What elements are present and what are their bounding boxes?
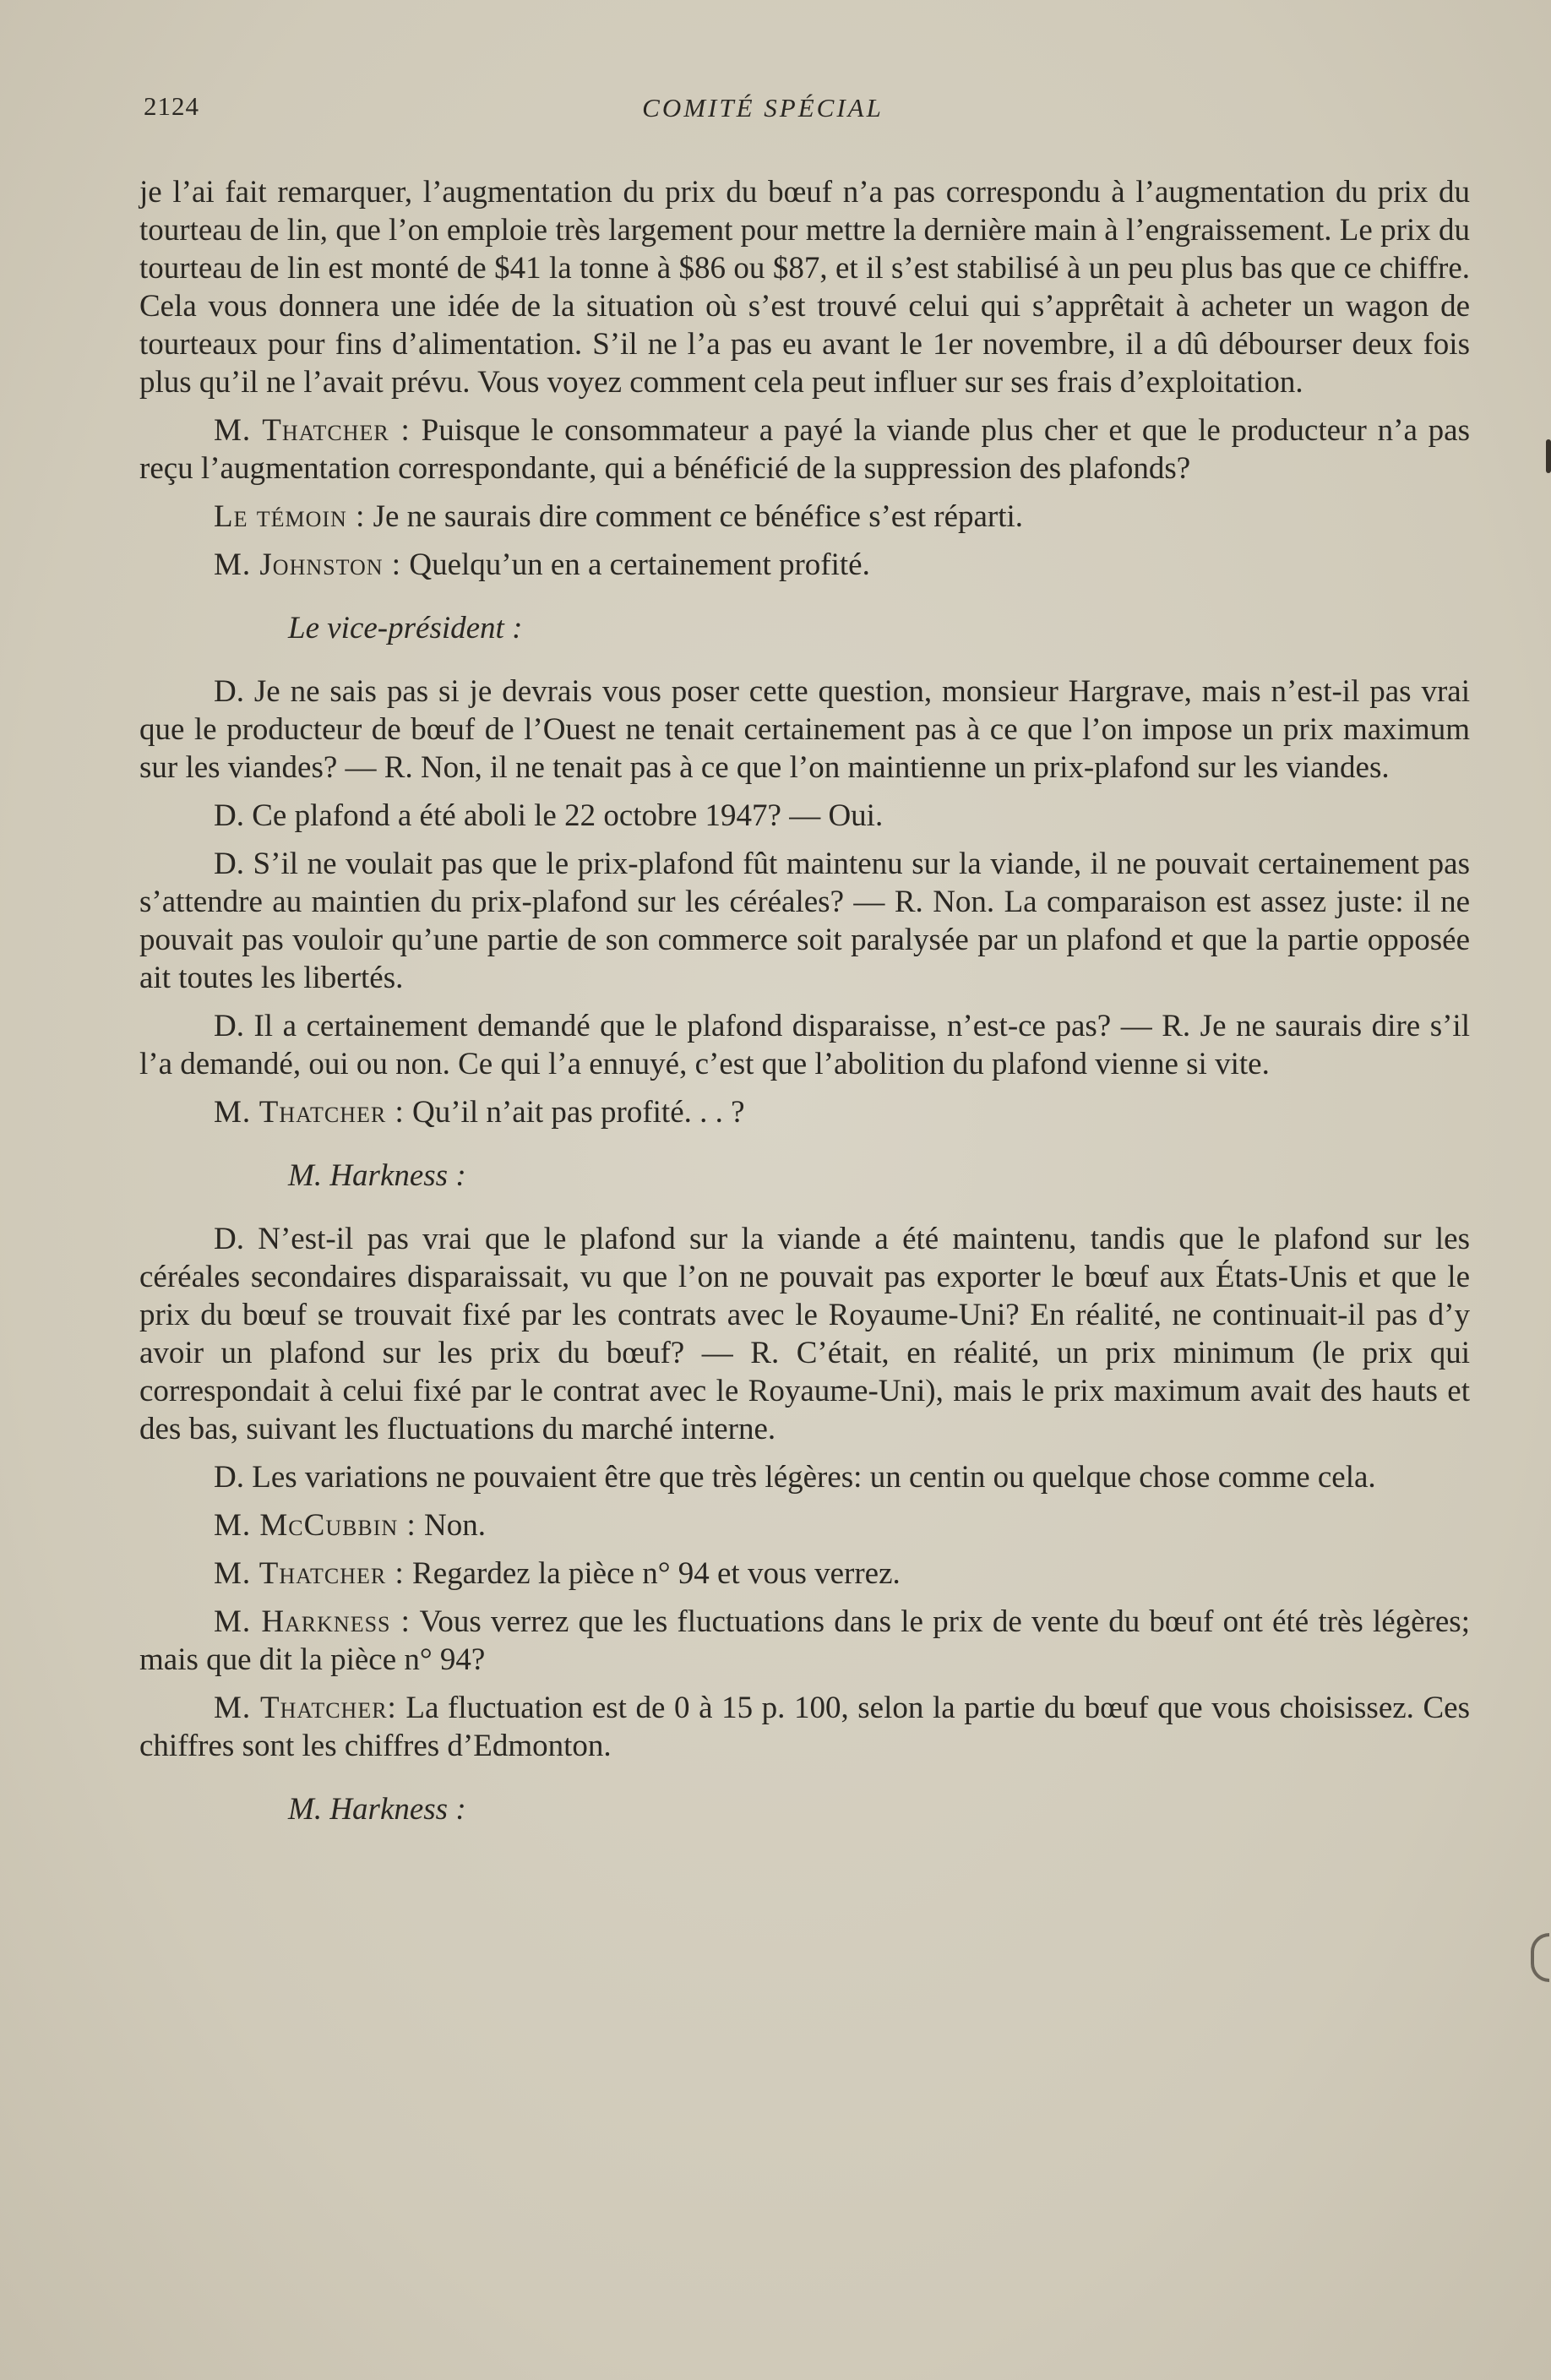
paragraph-continuation: je l’ai fait remarquer, l’augmentation du prix du bœuf n’a pas correspondu à l’augmentation du prix du tourteau de lin, que l’on emploie très largement pour mettre la dernière main à l’engraissement. Le prix du tourteau de lin est monté de $41 la tonne à $86 ou $87, et il s’est stabilisé à un peu plus bas que ce chiffre. Cela vous donnera une idée de la situation où s’est trouvé celui qui s’apprêtait à acheter un wagon de tourteaux pour fins d’alimentation. S’il ne l’a pas eu avant le 1er novembre, il a dû débourser deux fois plus qu’il ne l’avait prévu. Vous voyez comment cela peut influer sur ses frais d’exploitation. (139, 175, 1470, 400)
speech-paragraph (139, 498, 1470, 536)
speaker-name: M. Thatcher: (214, 1691, 397, 1725)
speaker-name: M. McCubbin : (214, 1508, 416, 1543)
document-body (139, 173, 1470, 1854)
speech-text: Qu’il n’ait pas profité. . . ? (412, 1095, 745, 1130)
speaker-name: M. Harkness : (214, 1604, 411, 1639)
section-heading: M. Harkness : (288, 1158, 466, 1193)
question-paragraph: D. Il a certainement demandé que le plafond disparaisse, n’est-ce pas? — R. Je ne saurais dire s’il l’a demandé, oui ou non. Ce qui l’a ennuyé, c’est que l’abolition du plafond vienne si vite. (139, 1009, 1470, 1081)
speech-text: Regardez la pièce n° 94 et vous verrez. (412, 1556, 901, 1591)
speech-text: La fluctuation est de 0 à 15 p. 100, selon la partie du bœuf que vous choisissez. Ces chiffres sont les chiffres d’Edmonton. (139, 1691, 1470, 1763)
section-heading: Le vice-président : (288, 611, 523, 645)
speech-text: Non. (424, 1508, 486, 1543)
speech-paragraph (139, 1603, 1470, 1679)
question-paragraph: D. N’est-il pas vrai que le plafond sur la viande a été maintenu, tandis que le plafond sur les céréales secondaires disparaissait, vu que l’on ne pouvait pas exporter le bœuf aux États-Unis et que le prix du bœuf se trouvait fixé par les contrats avec le Royaume-Uni? En réalité, ne continuait-il pas d’y avoir un plafond sur les prix du bœuf? — R. C’était, en réalité, un prix minimum (le prix qui correspondait à celui fixé par le contrat avec le Royaume-Uni), mais le prix maximum avait des hauts et des bas, suivant les fluctuations du marché interne. (139, 1222, 1470, 1446)
page-number: 2124 (144, 91, 199, 121)
speaker-name: M. Thatcher : (214, 1556, 405, 1591)
speaker-name: M. Johnston : (214, 547, 402, 582)
speech-paragraph (139, 1689, 1470, 1765)
section-heading: M. Harkness : (288, 1792, 466, 1827)
page-header (144, 91, 1450, 133)
speech-paragraph (139, 1093, 1470, 1131)
running-head: COMITÉ SPÉCIAL (642, 93, 884, 123)
speaker-name: M. Thatcher : (214, 413, 411, 448)
speech-paragraph (139, 1555, 1470, 1593)
speech-text: Vous verrez que les fluctuations dans le prix de vente du bœuf ont été très légères; mais que dit la pièce n° 94? (139, 1604, 1470, 1677)
speech-text: Quelqu’un en a certainement profité. (409, 547, 870, 582)
speaker-name: M. Thatcher : (214, 1095, 405, 1130)
speech-text: Je ne saurais dire comment ce bénéfice s’est réparti. (373, 499, 1024, 534)
speech-paragraph (139, 1506, 1470, 1544)
question-paragraph: D. Les variations ne pouvaient être que très légères: un centin ou quelque chose comme cela. (214, 1460, 1376, 1495)
question-paragraph: D. Je ne sais pas si je devrais vous poser cette question, monsieur Hargrave, mais n’est-il pas vrai que le producteur de bœuf de l’Ouest ne tenait certainement pas à ce que l’on impose un prix maximum sur les viandes? — R. Non, il ne tenait pas à ce que l’on maintienne un prix-plafond sur les viandes. (139, 674, 1470, 785)
question-paragraph: D. Ce plafond a été aboli le 22 octobre 1947? — Oui. (214, 798, 884, 833)
speech-text: Puisque le consommateur a payé la viande plus cher et que le producteur n’a pas reçu l’augmentation correspondante, qui a bénéficié de la suppression des plafonds? (139, 413, 1470, 486)
margin-binding-mark (1546, 439, 1551, 473)
speech-paragraph (139, 546, 1470, 584)
question-paragraph: D. S’il ne voulait pas que le prix-plafond fût maintenu sur la viande, il ne pouvait certainement pas s’attendre au maintien du prix-plafond sur les céréales? — R. Non. La comparaison est assez juste: il ne pouvait pas vouloir qu’une partie de son commerce soit paralysée par un plafond et que la partie opposée ait toutes les libertés. (139, 847, 1470, 995)
speech-paragraph (139, 411, 1470, 487)
margin-ring-mark (1531, 1933, 1549, 1982)
speaker-name: Le témoin : (214, 499, 366, 534)
